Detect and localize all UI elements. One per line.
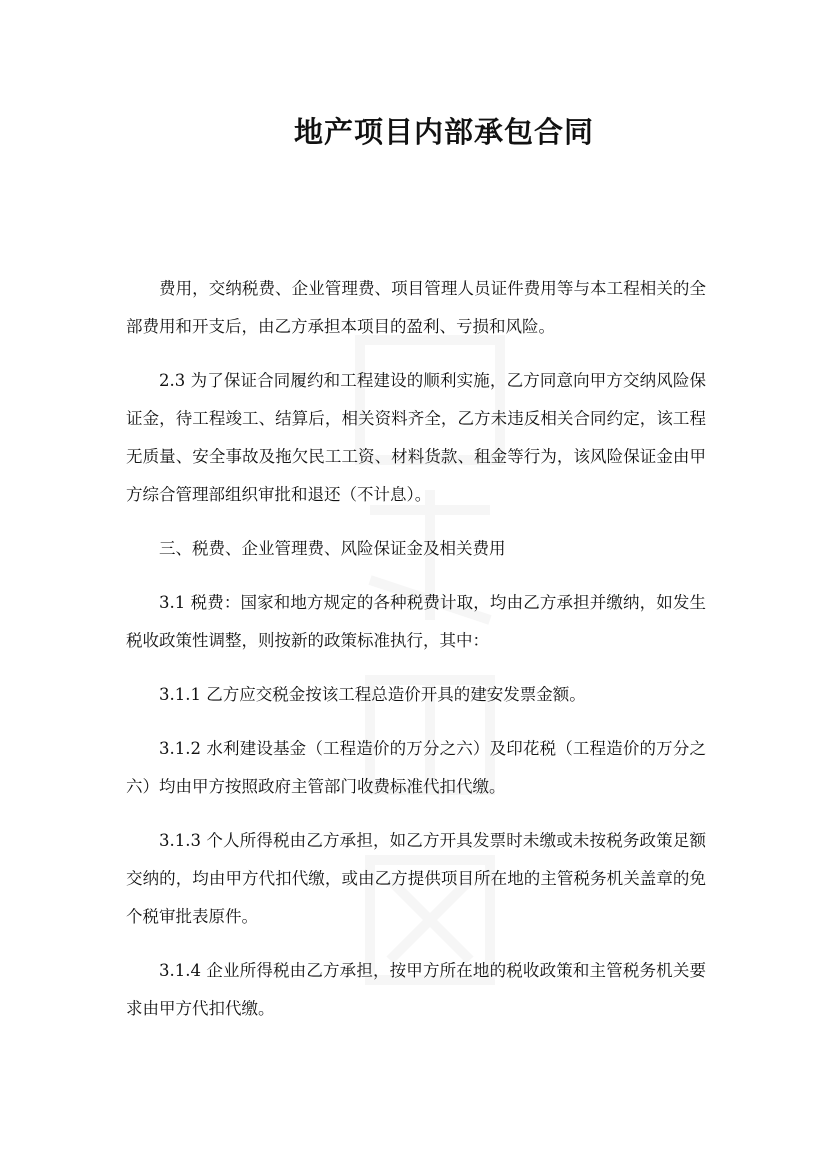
section-heading-3: 三、税费、企业管理费、风险保证金及相关费用 [159, 539, 506, 558]
paragraph-3-1-2: 3.1.2 水利建设基金（工程造价的万分之六）及印花税（工程造价的万分之六）均由甲方按照政府主管部门收费标准代扣代缴。 [126, 739, 706, 796]
paragraph-3-1-4: 3.1.4 企业所得税由乙方承担，按甲方所在地的税收政策和主管税务机关要求由甲方代扣代缴。 [126, 961, 706, 1018]
paragraph-3-1-1: 3.1.1 乙方应交税金按该工程总造价开具的建安发票金额。 [159, 685, 586, 704]
document-body [126, 270, 706, 1044]
paragraph-3-1-3: 3.1.3 个人所得税由乙方承担，如乙方开具发票时未缴或未按税务政策足额交纳的，均由甲方代扣代缴，或由乙方提供项目所在地的主管税务机关盖章的免个税审批表原件。 [126, 831, 706, 926]
paragraph-2-3: 2.3 为了保证合同履约和工程建设的顺利实施，乙方同意向甲方交纳风险保证金，待工程竣工、结算后，相关资料齐全，乙方未违反相关合同约定，该工程无质量、安全事故及拖欠民工工资、材料货款、租金等行为，该风险保证金由甲方综合管理部组织审批和退还（不计息）。 [126, 371, 706, 504]
paragraph-fees: 费用，交纳税费、企业管理费、项目管理人员证件费用等与本工程相关的全部费用和开支后，由乙方承担本项目的盈利、亏损和风险。 [126, 279, 706, 336]
document-title: 地产项目内部承包合同 [293, 115, 594, 149]
paragraph-3-1: 3.1 税费：国家和地方规定的各种税费计取，均由乙方承担并缴纳，如发生税收政策性调整，则按新的政策标准执行，其中： [126, 593, 706, 650]
